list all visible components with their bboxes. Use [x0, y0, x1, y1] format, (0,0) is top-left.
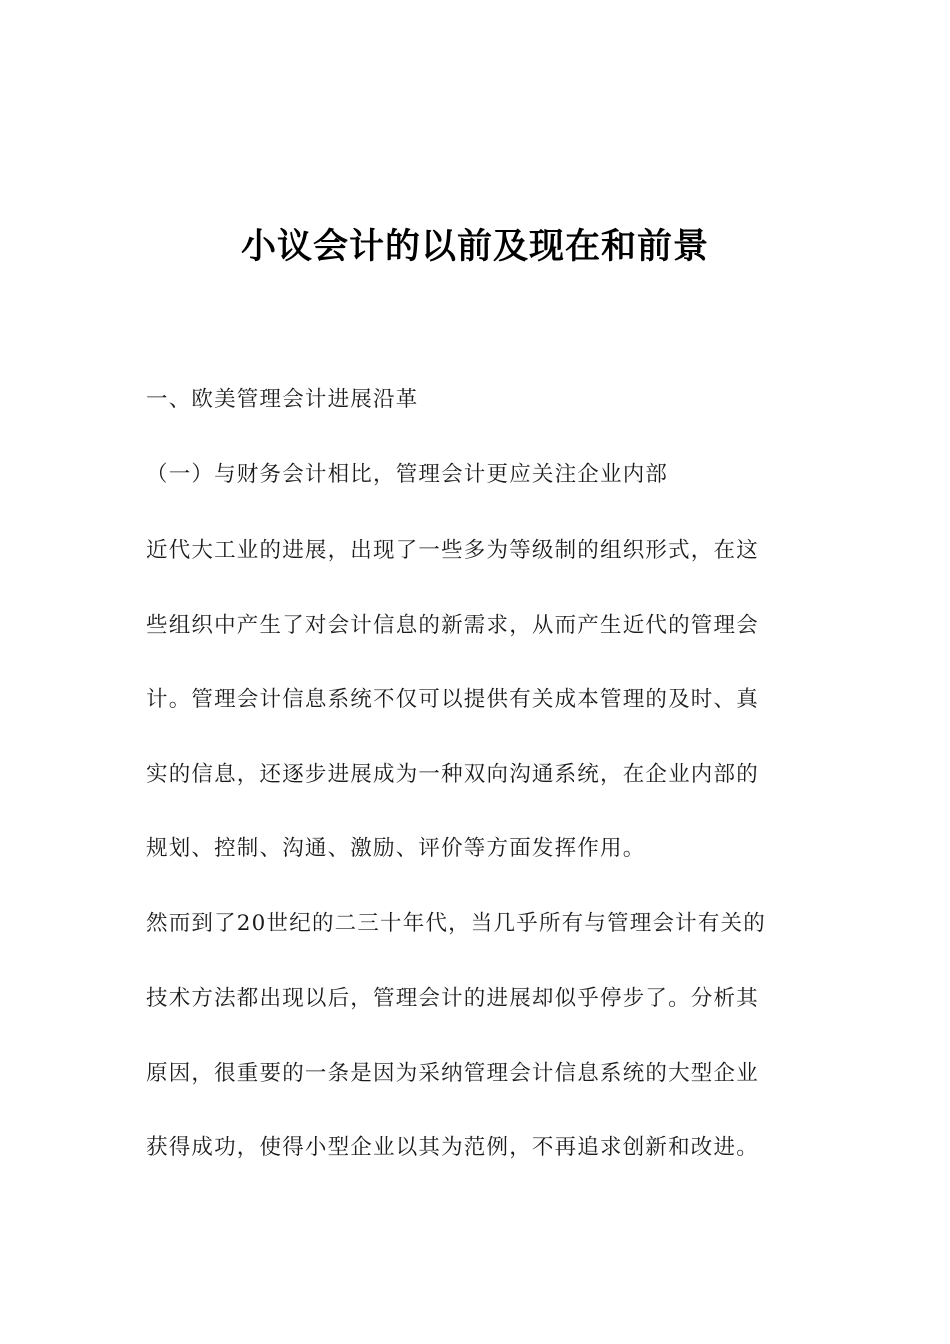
section-heading: 一、欧美管理会计进展沿革 [146, 387, 419, 412]
subsection-heading: （一）与财务会计相比，管理会计更应关注企业内部 [146, 462, 669, 487]
paragraph-line: 近代大工业的进展，出现了一些多为等级制的组织形式，在这 [146, 538, 759, 563]
paragraph-line: 计。管理会计信息系统不仅可以提供有关成本管理的及时、真 [146, 687, 759, 712]
paragraph-line: 规划、控制、沟通、激励、评价等方面发挥作用。 [146, 836, 646, 861]
paragraph-line: 些组织中产生了对会计信息的新需求，从而产生近代的管理会 [146, 613, 759, 638]
document-title: 小议会计的以前及现在和前景 [240, 227, 709, 267]
paragraph-line: 然而到了20世纪的二三十年代，当几乎所有与管理会计有关的 [146, 911, 766, 936]
paragraph-line: 技术方法都出现以后，管理会计的进展却似乎停步了。分析其 [146, 986, 759, 1011]
paragraph-line: 实的信息，还逐步进展成为一种双向沟通系统，在企业内部的 [146, 762, 759, 787]
paragraph-line: 原因，很重要的一条是因为采纳管理会计信息系统的大型企业 [146, 1061, 759, 1086]
paragraph-line: 获得成功，使得小型企业以其为范例，不再追求创新和改进。 [146, 1135, 759, 1160]
